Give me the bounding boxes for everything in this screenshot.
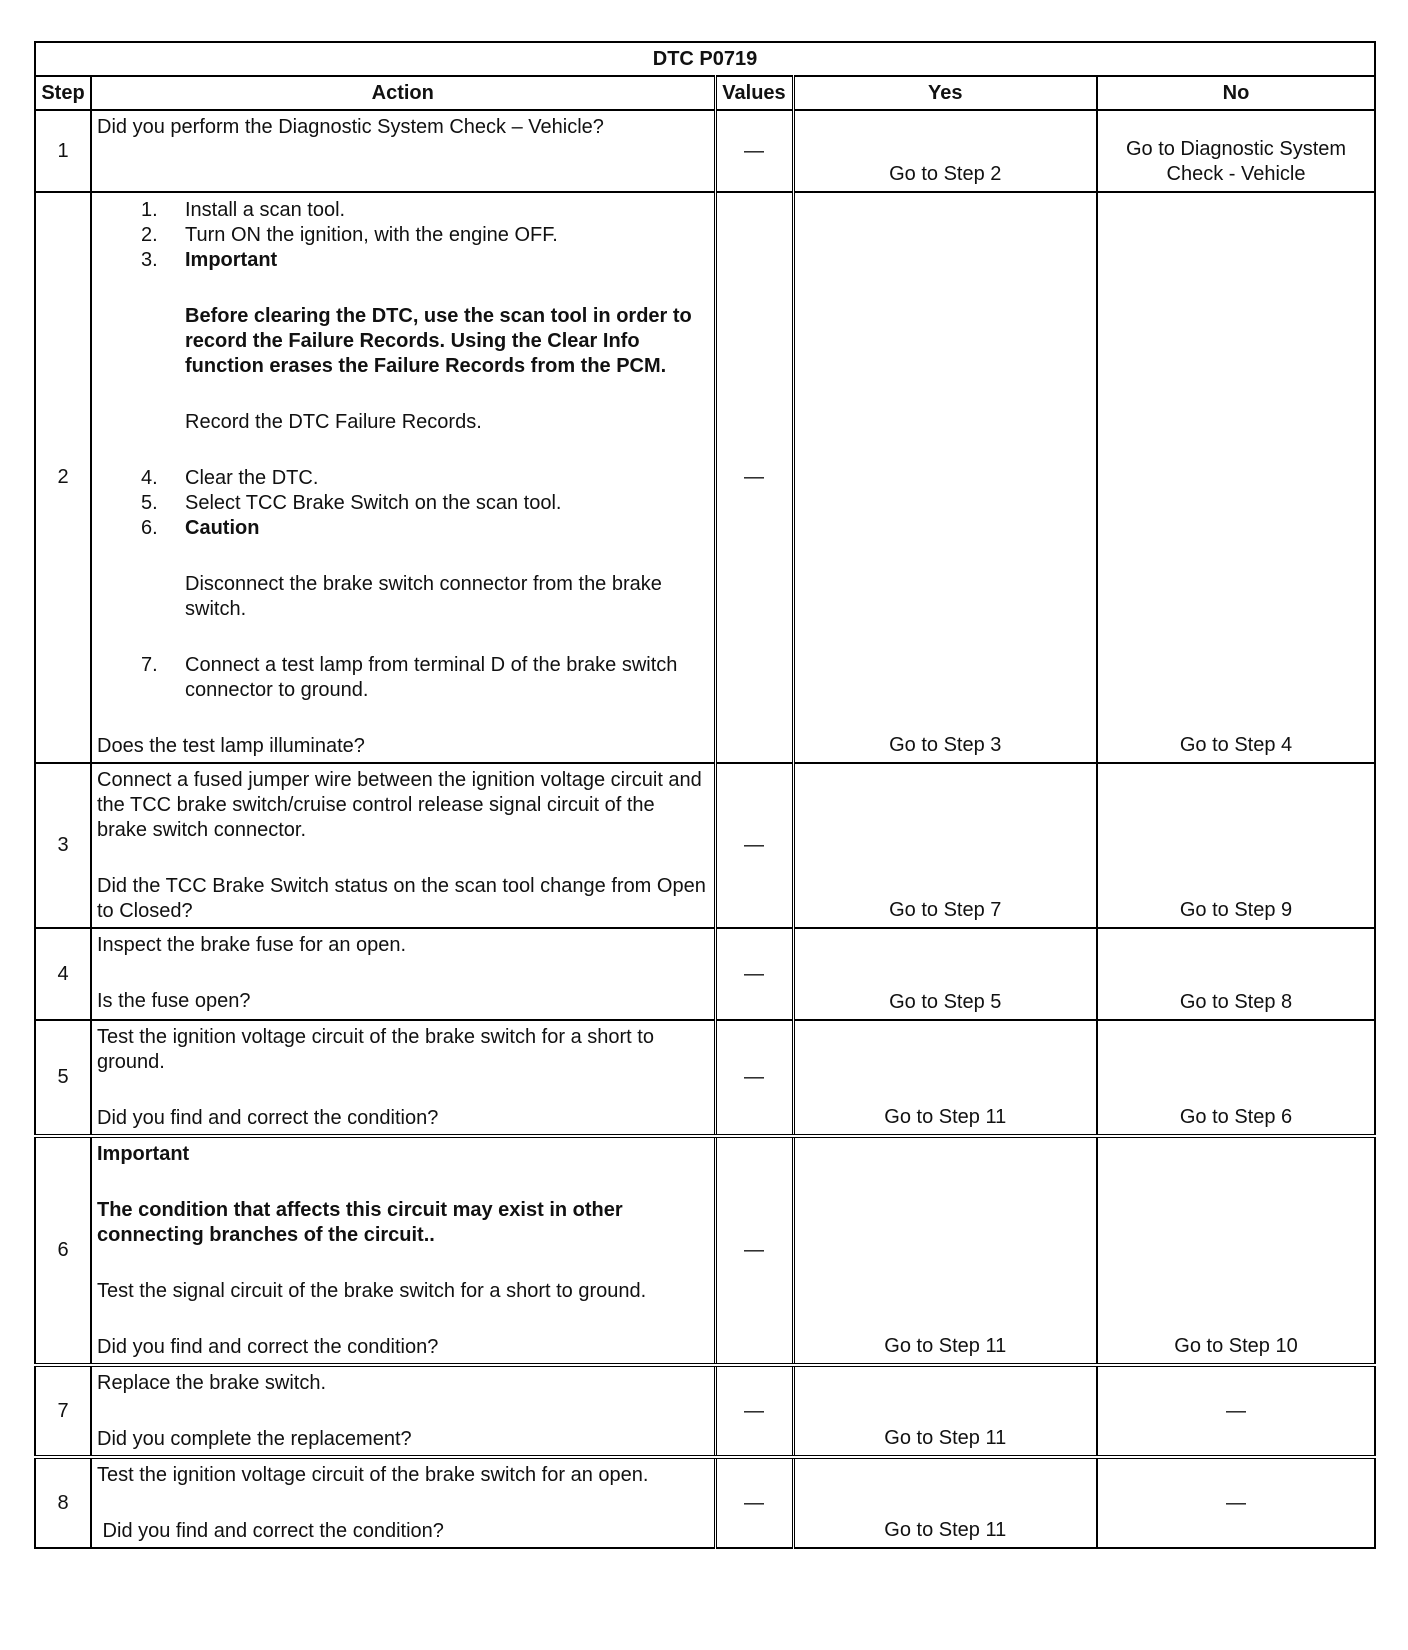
header-yes: Yes xyxy=(793,76,1097,110)
step-number: 2 xyxy=(35,192,91,763)
value-cell: — xyxy=(715,1136,793,1365)
step-number: 4 xyxy=(35,928,91,1020)
value-cell: — xyxy=(715,1457,793,1548)
action-question: Did you find and correct the condition? xyxy=(97,1336,439,1358)
list-item: 3. Important xyxy=(141,249,278,271)
header-no: No xyxy=(1097,76,1375,110)
value-cell: — xyxy=(715,763,793,928)
no-cell: Go to Step 9 xyxy=(1097,763,1375,928)
step-number: 1 xyxy=(35,110,91,192)
no-cell: — xyxy=(1097,1457,1375,1548)
no-cell: — xyxy=(1097,1365,1375,1457)
list-item: 5. Select TCC Brake Switch on the scan tool. xyxy=(141,492,562,514)
value-cell: — xyxy=(715,1365,793,1457)
action-text: Replace the brake switch. xyxy=(97,1372,327,1394)
action-cell xyxy=(91,1136,715,1365)
important-note: The condition that affects this circuit may exist in other connecting branches of the circuit.. xyxy=(97,1199,623,1246)
table-row xyxy=(35,1136,1375,1365)
action-list xyxy=(97,653,709,703)
dtc-table xyxy=(34,41,1376,1549)
action-text: Test the ignition voltage circuit of the brake switch for an open. xyxy=(97,1464,649,1486)
yes-cell: Go to Step 11 xyxy=(793,1020,1097,1136)
yes-cell: Go to Step 11 xyxy=(793,1136,1097,1365)
table-row xyxy=(35,1020,1375,1136)
step-number: 6 xyxy=(35,1136,91,1365)
no-cell: Go to Step 4 xyxy=(1097,192,1375,763)
important-note: Before clearing the DTC, use the scan tool in order to record the Failure Records. Using the Clear Info function erases the Failure Records from the PCM. xyxy=(185,305,692,377)
header-values: Values xyxy=(715,76,793,110)
no-cell: Go to Step 6 xyxy=(1097,1020,1375,1136)
step-number: 5 xyxy=(35,1020,91,1136)
action-text: Did you perform the Diagnostic System Check – Vehicle? xyxy=(97,116,604,138)
header-row xyxy=(35,76,1375,110)
yes-cell: Go to Step 3 xyxy=(793,192,1097,763)
list-item: 7. Connect a test lamp from terminal D of the brake switch connector to ground. xyxy=(141,654,678,701)
step-number: 3 xyxy=(35,763,91,928)
step-number: 7 xyxy=(35,1365,91,1457)
action-question: Did the TCC Brake Switch status on the scan tool change from Open to Closed? xyxy=(97,875,706,922)
record-instruction: Record the DTC Failure Records. xyxy=(185,411,482,433)
action-cell xyxy=(91,1365,715,1457)
table-title: DTC P0719 xyxy=(35,42,1375,76)
table-row xyxy=(35,928,1375,1020)
yes-cell: Go to Step 11 xyxy=(793,1365,1097,1457)
table-row xyxy=(35,192,1375,763)
action-text: Test the signal circuit of the brake switch for a short to ground. xyxy=(97,1280,647,1302)
table-row xyxy=(35,110,1375,192)
action-text: Test the ignition voltage circuit of the brake switch for a short to ground. xyxy=(97,1026,654,1073)
action-text: Inspect the brake fuse for an open. xyxy=(97,934,407,956)
no-cell: Go to Step 8 xyxy=(1097,928,1375,1020)
important-heading: Important xyxy=(97,1143,190,1165)
value-cell: — xyxy=(715,110,793,192)
list-item: 1. Install a scan tool. xyxy=(141,199,346,221)
value-cell: — xyxy=(715,928,793,1020)
yes-cell: Go to Step 7 xyxy=(793,763,1097,928)
action-question: Does the test lamp illuminate? xyxy=(97,735,365,757)
action-cell xyxy=(91,928,715,1020)
value-cell: — xyxy=(715,1020,793,1136)
table-row xyxy=(35,1365,1375,1457)
yes-cell: Go to Step 5 xyxy=(793,928,1097,1020)
action-cell xyxy=(91,192,715,763)
table-row xyxy=(35,763,1375,928)
action-cell xyxy=(91,110,715,192)
yes-cell: Go to Step 2 xyxy=(793,110,1097,192)
table-row xyxy=(35,1457,1375,1548)
action-cell xyxy=(91,1020,715,1136)
action-text: Connect a fused jumper wire between the ignition voltage circuit and the TCC brake switch/cruise control release signal circuit of the brake switch connector. xyxy=(97,769,702,841)
list-item: 2. Turn ON the ignition, with the engine OFF. xyxy=(141,224,558,246)
list-item: 4. Clear the DTC. xyxy=(141,467,319,489)
value-cell: — xyxy=(715,192,793,763)
no-cell: Go to Diagnostic System Check - Vehicle xyxy=(1097,110,1375,192)
header-action: Action xyxy=(91,76,715,110)
caution-note: Disconnect the brake switch connector from the brake switch. xyxy=(185,573,662,620)
header-step: Step xyxy=(35,76,91,110)
action-question: Did you find and correct the condition? xyxy=(97,1520,444,1542)
step-number: 8 xyxy=(35,1457,91,1548)
action-list xyxy=(97,198,709,273)
no-cell: Go to Step 10 xyxy=(1097,1136,1375,1365)
dtc-procedure-document xyxy=(34,41,1374,1549)
action-question: Did you complete the replacement? xyxy=(97,1428,412,1450)
list-item: 6. Caution xyxy=(141,517,260,539)
action-question: Did you find and correct the condition? xyxy=(97,1107,439,1129)
action-question: Is the fuse open? xyxy=(97,990,251,1012)
action-cell xyxy=(91,1457,715,1548)
action-cell xyxy=(91,763,715,928)
yes-cell: Go to Step 11 xyxy=(793,1457,1097,1548)
action-list xyxy=(97,466,709,541)
